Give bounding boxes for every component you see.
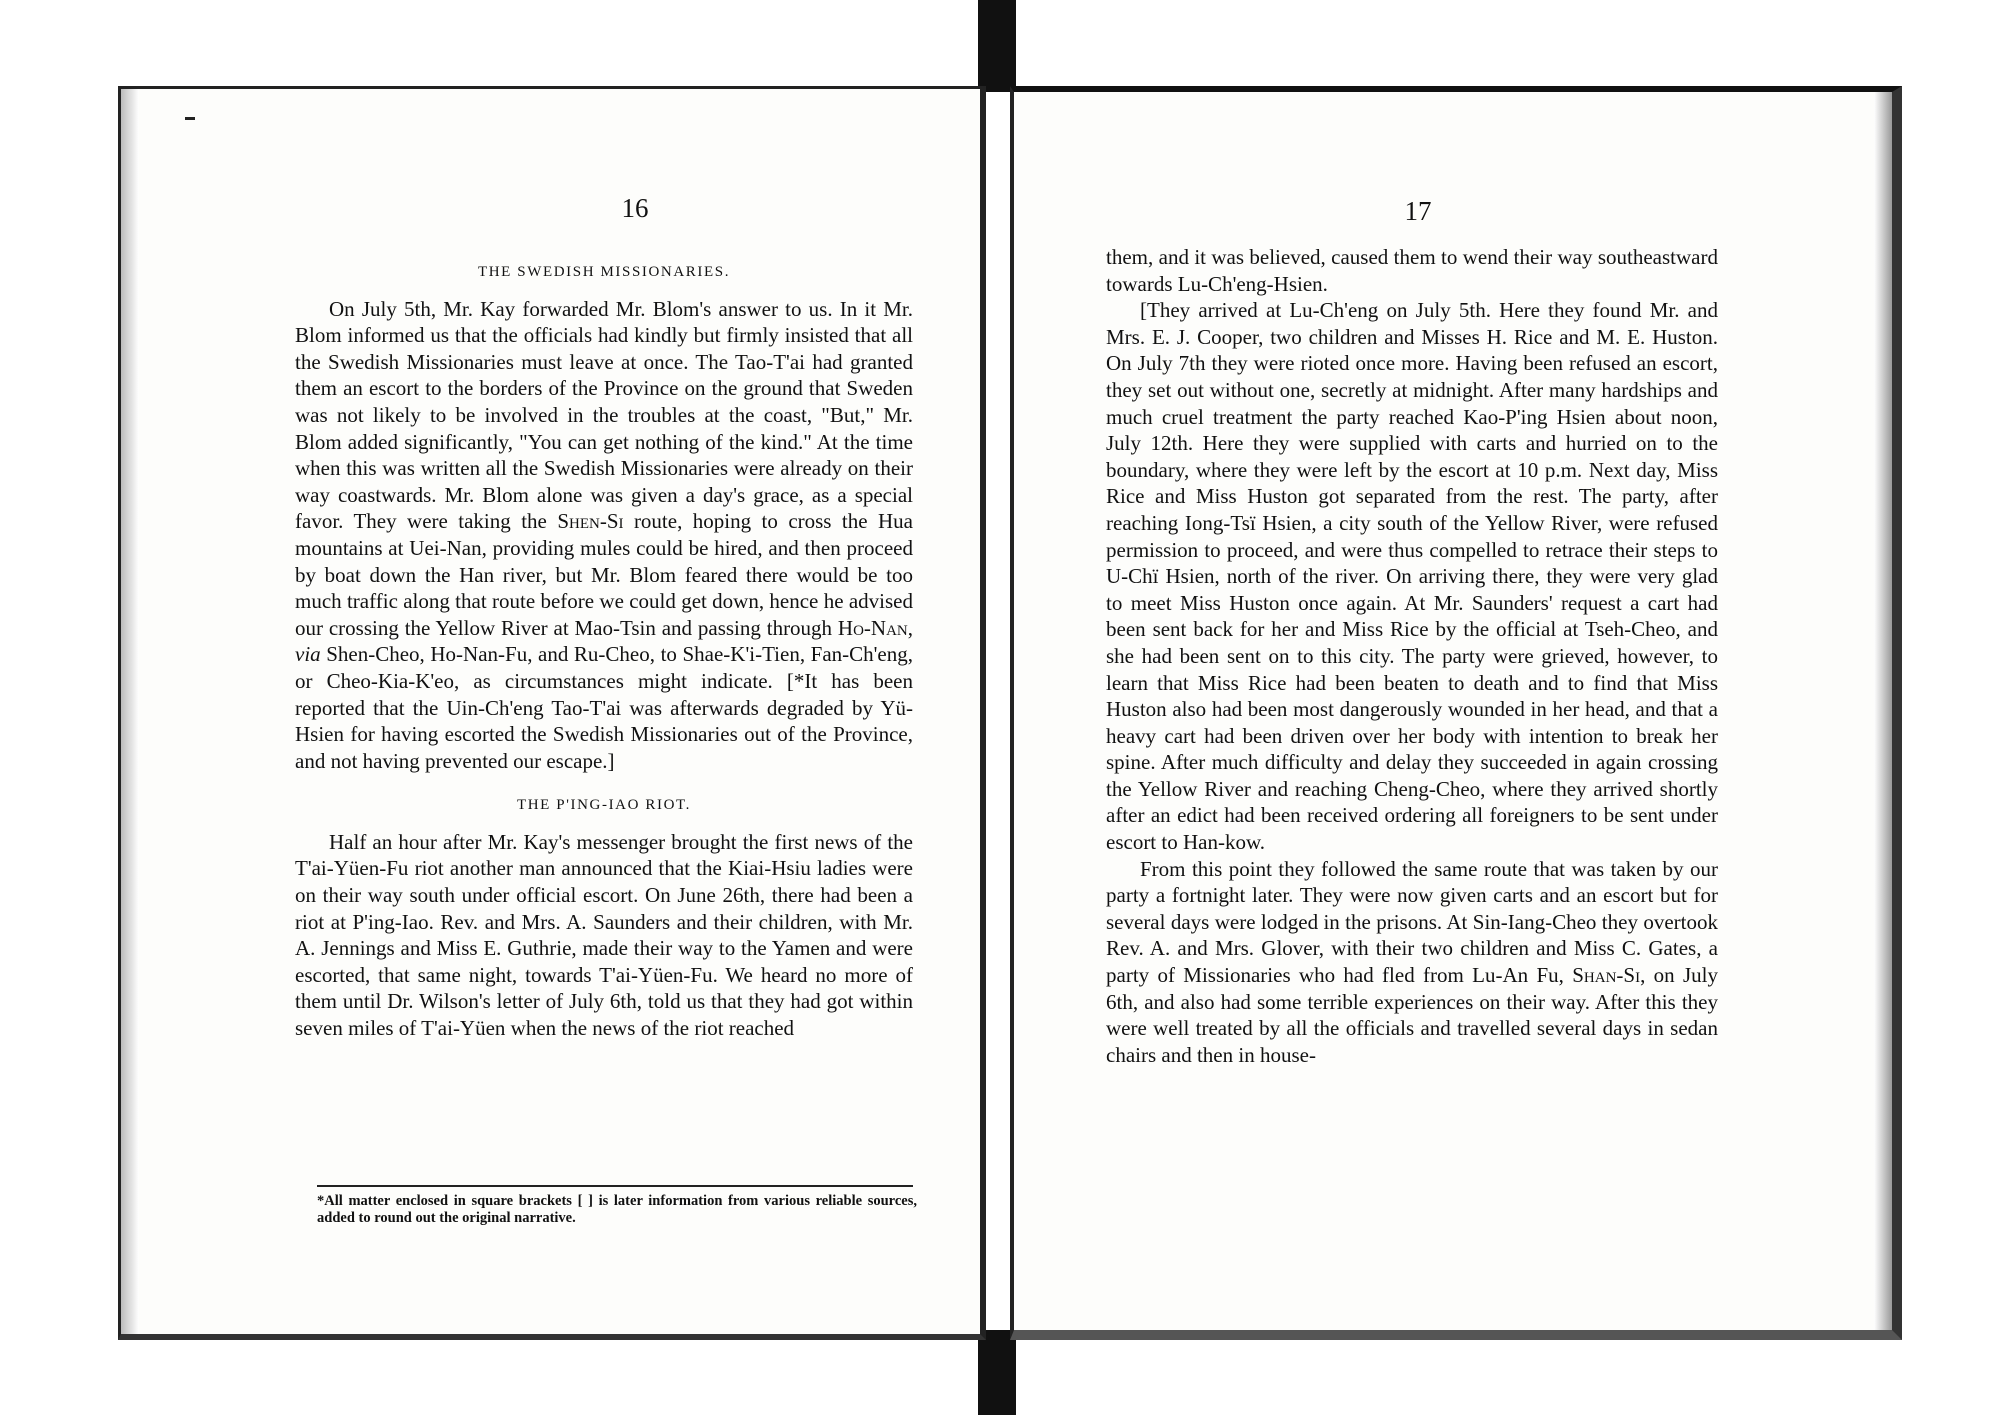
book-spine-top bbox=[978, 0, 1016, 92]
paragraph: On July 5th, Mr. Kay forwarded Mr. Blom's answer to us. In it Mr. Blom informed us that the officials had kindly but firmly insisted that all the Swedish Missionaries must leave at once. The Tao-T'ai had granted them an escort to the borders of the Province on the ground that Sweden was not likely to be involved in the troubles at the coast, "But," Mr. Blom added significantly, "You can get nothing of the kind." At the time when this was written all the Swedish Missionaries were already on their way coastwards. Mr. Blom alone was given a day's grace, as a special favor. They were taking the Shen-Si route, hoping to cross the Hua mountains at Uei-Nan, providing mules could be hired, and then proceed by boat down the Han river, but Mr. Blom feared there would be too much traffic along that route before we could get down, hence he advised our crossing the Yellow River at Mao-Tsin and passing through Ho-Nan, via Shen-Cheo, Ho-Nan-Fu, and Ru-Cheo, to Shae-K'i-Tien, Fan-Ch'eng, or Cheo-Kia-K'eo, as circumstances might indicate. [*It has been reported that the Uin-Ch'eng Tao-T'ai was afterwards degraded by Yü-Hsien for having escorted the Swedish Missionaries out of the Province, and not having prevented our escape.] bbox=[295, 296, 913, 773]
section-heading: THE P'ING-IAO RIOT. bbox=[516, 797, 692, 814]
book-spine-bottom bbox=[978, 1330, 1016, 1415]
footnote: *All matter enclosed in square brackets [ ] is later information from various reliable sources, added to round out the original narrative. bbox=[317, 1193, 917, 1226]
section-heading: THE SWEDISH MISSIONARIES. bbox=[477, 264, 731, 280]
province-name: Shen-Si bbox=[557, 509, 624, 534]
left-page-text bbox=[295, 241, 913, 1042]
right-page-text bbox=[1106, 244, 1718, 1068]
paragraph: them, and it was believed, caused them to wend their way southeastward towards Lu-Ch'eng-Hsien. bbox=[1106, 245, 1718, 296]
province-name: Ho-Nan bbox=[837, 615, 908, 640]
page-number: 16 bbox=[621, 193, 649, 223]
ink-speck bbox=[185, 117, 195, 120]
paragraph: Half an hour after Mr. Kay's messenger brought the first news of the T'ai-Yüen-Fu riot another man announced that the Kiai-Hsiu ladies were on their way south under official escort. On June 26th, there had been a riot at P'ing-Iao. Rev. and Mrs. A. Saunders and their children, with Mr. A. Jennings and Miss E. Guthrie, made their way to the Yamen and were escorted, that same night, towards T'ai-Yüen-Fu. We heard no more of them until Dr. Wilson's letter of July 6th, told us that they had got within seven miles of T'ai-Yüen when the news of the riot reached bbox=[295, 829, 913, 1041]
paragraph: [They arrived at Lu-Ch'eng on July 5th. Here they found Mr. and Mrs. E. J. Cooper, two children and Misses H. Rice and M. E. Huston. On July 7th they were rioted once more. Having been refused an escort, they set out without one, secretly at midnight. After many hardships and much cruel treatment the party reached Kao-P'ing Hsien about noon, July 12th. Here they were supplied with carts and hurried on to the boundary, where they were left by the escort at 10 p.m. Next day, Miss Rice and Miss Huston got separated from the rest. The party, after reaching Iong-Tsï Hsien, a city south of the Yellow River, were refused permission to proceed, and were thus compelled to retrace their steps to U-Chï Hsien, north of the river. On arriving there, they were very glad to meet Miss Huston once again. At Mr. Saunders' request a cart had been sent back for her and Miss Rice by the official at Tseh-Cheo, and she had been sent on to this city. The party were grieved, however, to learn that Miss Rice had been beaten to death and to find that Miss Huston also had been most dangerously wounded in her head, and that a heavy cart had been driven over her body with intention to break her spine. After much difficulty and delay they succeeded in again crossing the Yellow River and reaching Cheng-Cheo, where they arrived shortly after an edict had been received ordering all foreigners to be sent under escort to Han-kow. bbox=[1106, 298, 1718, 855]
province-name: Shan-Si bbox=[1572, 963, 1641, 988]
page-edge-shadow bbox=[121, 89, 139, 1334]
right-page bbox=[1010, 86, 1902, 1340]
page-edge-shadow bbox=[1874, 92, 1892, 1330]
paragraph: From this point they followed the same route that was taken by our party a fortnight later. They were now given carts and an escort but for several days were lodged in the prisons. At Sin-Iang-Cheo they overtook Rev. A. and Mrs. Glover, with their two children and Miss C. Gates, a party of Missionaries who had fled from Lu-An Fu, Shan-Si, on July 6th, and also had some terrible experiences on their way. After this they were well treated by all the officials and travelled several days in sedan chairs and then in house- bbox=[1106, 856, 1718, 1067]
left-page bbox=[118, 86, 986, 1340]
footnote-rule bbox=[317, 1185, 913, 1187]
page-number: 17 bbox=[1404, 196, 1432, 226]
